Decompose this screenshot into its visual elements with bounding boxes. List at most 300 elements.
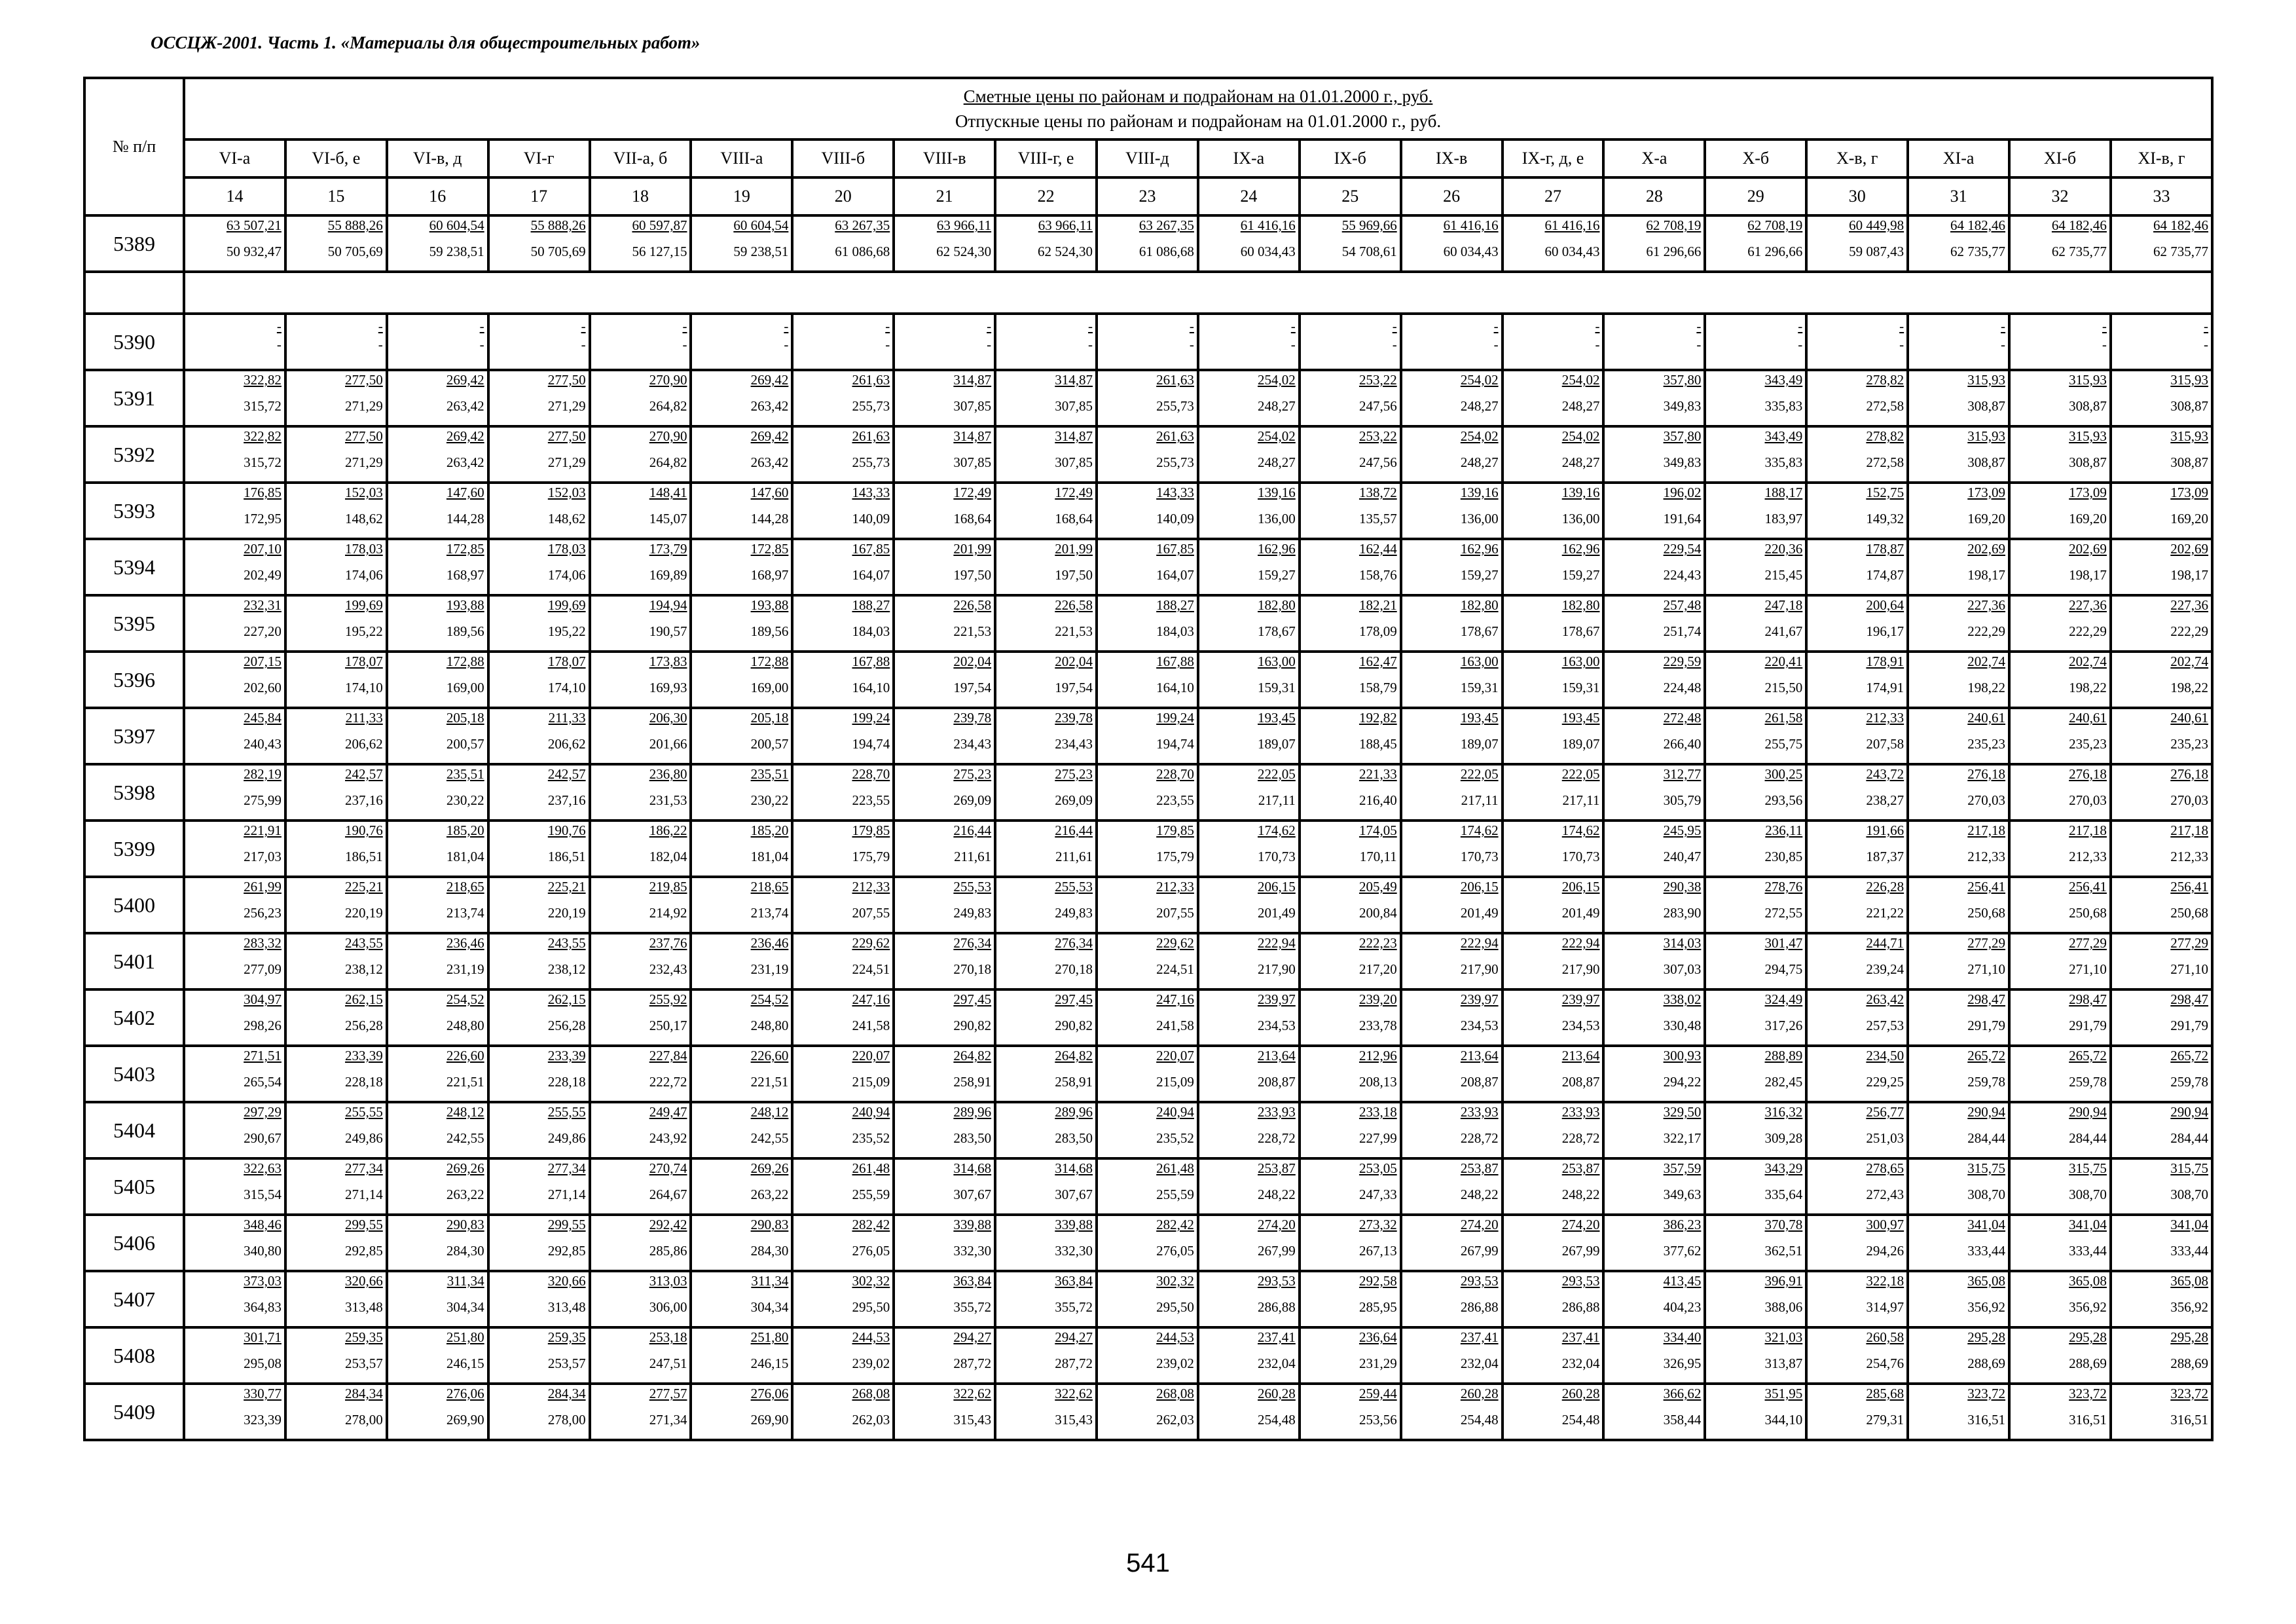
price-cell — [691, 652, 792, 708]
price-cell — [590, 821, 691, 877]
release-price: 220,19 — [547, 905, 586, 921]
price-cell — [1503, 708, 1604, 764]
price-cell — [387, 1102, 488, 1158]
district-header: VIII-а — [691, 139, 792, 177]
release-price: 169,89 — [649, 567, 687, 583]
price-cell — [1705, 708, 1806, 764]
release-price: 259,78 — [1967, 1074, 2006, 1090]
price-cell — [1198, 764, 1300, 821]
estimate-price: 261,99 — [244, 879, 282, 895]
estimate-price: 178,07 — [345, 654, 383, 669]
estimate-price: 222,05 — [1258, 766, 1296, 782]
price-cell — [792, 708, 894, 764]
release-price: 174,91 — [1866, 680, 1904, 695]
release-price: 263,22 — [750, 1187, 789, 1202]
estimate-price: 274,20 — [1460, 1217, 1499, 1232]
estimate-price: 315,93 — [1967, 372, 2006, 388]
estimate-price: 63 966,11 — [936, 217, 992, 233]
estimate-price: 172,49 — [953, 485, 992, 500]
release-price: 232,43 — [649, 961, 687, 977]
price-cell — [184, 877, 285, 933]
price-cell — [1300, 539, 1401, 595]
estimate-price: 174,62 — [1258, 822, 1296, 838]
price-cell — [792, 1271, 894, 1327]
price-cell — [184, 314, 285, 370]
release-price: 183,97 — [1764, 511, 1803, 526]
price-cell — [1401, 1215, 1503, 1271]
release-price: - — [1798, 337, 1803, 352]
price-cell — [590, 1158, 691, 1215]
price-cell — [1300, 764, 1401, 821]
estimate-price: 163,00 — [1258, 654, 1296, 669]
release-price: 254,76 — [1866, 1356, 1904, 1371]
release-price: 228,18 — [547, 1074, 586, 1090]
release-price: 294,22 — [1663, 1074, 1702, 1090]
estimate-price: 247,18 — [1764, 597, 1803, 613]
price-cell — [1198, 1327, 1300, 1384]
price-cell — [590, 708, 691, 764]
estimate-price: 357,80 — [1663, 428, 1702, 444]
release-price: 186,51 — [345, 849, 383, 864]
release-price: 256,28 — [345, 1018, 383, 1033]
release-price: 355,72 — [1055, 1299, 1093, 1315]
price-cell — [1908, 215, 2009, 272]
estimate-price: 283,32 — [244, 935, 282, 951]
price-cell — [894, 370, 995, 426]
release-price: 356,92 — [1967, 1299, 2006, 1315]
estimate-price: 314,68 — [953, 1160, 992, 1176]
price-cell — [1198, 1384, 1300, 1440]
price-cell — [2009, 1271, 2111, 1327]
price-cell — [1806, 821, 1908, 877]
price-cell — [1198, 539, 1300, 595]
release-price: 169,93 — [649, 680, 687, 695]
estimate-price: 300,93 — [1663, 1048, 1702, 1063]
price-cell — [1401, 652, 1503, 708]
release-price: 61 296,66 — [1646, 244, 1702, 259]
price-cell — [1705, 1327, 1806, 1384]
estimate-price: 348,46 — [244, 1217, 282, 1232]
release-price: 221,51 — [446, 1074, 484, 1090]
release-price: 169,20 — [2170, 511, 2209, 526]
release-price: 230,85 — [1764, 849, 1803, 864]
estimate-price: 182,80 — [1460, 597, 1499, 613]
release-price: 313,48 — [345, 1299, 383, 1315]
release-price: 246,15 — [446, 1356, 484, 1371]
price-cell — [1198, 821, 1300, 877]
release-price: 275,99 — [244, 792, 282, 808]
price-cell — [488, 1215, 590, 1271]
price-cell — [1401, 314, 1503, 370]
release-price: - — [1189, 337, 1194, 352]
release-price: 271,10 — [1967, 961, 2006, 977]
estimate-price: 243,72 — [1866, 766, 1904, 782]
release-price: 253,57 — [547, 1356, 586, 1371]
price-cell — [1401, 1046, 1503, 1102]
estimate-price: 62 708,19 — [1747, 217, 1803, 233]
price-cell — [792, 989, 894, 1046]
release-price: 201,49 — [1460, 905, 1499, 921]
release-price: 314,97 — [1866, 1299, 1904, 1315]
price-cell — [1503, 1327, 1604, 1384]
page-number: 541 — [1126, 1549, 1170, 1578]
release-price: 230,22 — [446, 792, 484, 808]
estimate-price: 243,55 — [345, 935, 383, 951]
price-cell — [1300, 1046, 1401, 1102]
price-cell — [184, 539, 285, 595]
release-price: 248,27 — [1561, 454, 1600, 470]
column-number: 21 — [894, 177, 995, 215]
running-head: ОССЦЖ-2001. Часть 1. «Материалы для общестроительных работ» — [151, 33, 701, 52]
release-price: 313,48 — [547, 1299, 586, 1315]
price-cell — [995, 933, 1097, 989]
estimate-price: 311,34 — [446, 1273, 484, 1289]
release-price: 159,31 — [1460, 680, 1499, 695]
price-cell — [1503, 1046, 1604, 1102]
estimate-price: 147,60 — [750, 485, 789, 500]
price-cell — [1300, 314, 1401, 370]
release-price: 234,43 — [1055, 736, 1093, 752]
estimate-price: 248,12 — [750, 1104, 789, 1120]
estimate-price: 245,84 — [244, 710, 282, 726]
price-cell — [590, 933, 691, 989]
price-cell — [1705, 595, 1806, 652]
release-price: 307,67 — [953, 1187, 992, 1202]
release-price: 159,27 — [1460, 567, 1499, 583]
estimate-price: 178,03 — [547, 541, 586, 557]
estimate-price: 179,85 — [852, 822, 890, 838]
release-price: 168,64 — [953, 511, 992, 526]
price-cell — [691, 215, 792, 272]
row-number: 5398 — [84, 764, 184, 821]
release-price: 234,43 — [953, 736, 992, 752]
release-price: 174,10 — [345, 680, 383, 695]
price-cell — [1705, 652, 1806, 708]
estimate-price: 254,52 — [750, 991, 789, 1007]
price-cell — [2009, 821, 2111, 877]
price-cell — [590, 877, 691, 933]
estimate-price: 294,27 — [1055, 1329, 1093, 1345]
release-price: 148,62 — [345, 511, 383, 526]
price-cell — [894, 1046, 995, 1102]
estimate-price: - — [1392, 318, 1397, 334]
estimate-price: 199,69 — [345, 597, 383, 613]
release-price: 270,03 — [1967, 792, 2006, 808]
estimate-price: 290,94 — [1967, 1104, 2006, 1120]
price-cell — [1401, 708, 1503, 764]
release-price: 50 705,69 — [327, 244, 383, 259]
price-cell — [184, 1384, 285, 1440]
price-cell — [590, 652, 691, 708]
release-price: 169,20 — [2069, 511, 2107, 526]
price-cell — [1603, 821, 1705, 877]
release-price: 291,79 — [2170, 1018, 2209, 1033]
estimate-price: 61 416,16 — [1544, 217, 1600, 233]
release-price: 270,18 — [1055, 961, 1093, 977]
release-price: 231,19 — [446, 961, 484, 977]
estimate-price: 282,42 — [1156, 1217, 1194, 1232]
estimate-price: 202,69 — [2069, 541, 2107, 557]
estimate-price: 191,66 — [1866, 822, 1904, 838]
estimate-price: 293,53 — [1258, 1273, 1296, 1289]
price-cell — [387, 370, 488, 426]
release-price: 263,42 — [446, 398, 484, 414]
estimate-price: 193,45 — [1561, 710, 1600, 726]
estimate-price: 314,68 — [1055, 1160, 1093, 1176]
district-header: IX-г, д, е — [1503, 139, 1604, 177]
estimate-price: 263,42 — [1866, 991, 1904, 1007]
price-cell — [1806, 1384, 1908, 1440]
release-price: 264,82 — [649, 454, 687, 470]
estimate-price: 262,15 — [345, 991, 383, 1007]
estimate-price: 289,96 — [953, 1104, 992, 1120]
price-cell — [1806, 370, 1908, 426]
estimate-price: - — [2102, 318, 2107, 334]
estimate-price: 237,41 — [1258, 1329, 1296, 1345]
estimate-price: 207,15 — [244, 654, 282, 669]
estimate-price: 256,41 — [2069, 879, 2107, 895]
release-price: 169,20 — [1967, 511, 2006, 526]
release-price: 234,53 — [1561, 1018, 1600, 1033]
price-cell — [488, 215, 590, 272]
release-price: 194,74 — [1156, 736, 1194, 752]
release-price: 259,78 — [2170, 1074, 2209, 1090]
release-price: 213,74 — [750, 905, 789, 921]
release-price: 223,55 — [852, 792, 890, 808]
estimate-price: 173,09 — [1967, 485, 2006, 500]
price-cell — [894, 989, 995, 1046]
price-cell — [1806, 483, 1908, 539]
release-price: 295,08 — [244, 1356, 282, 1371]
release-price: 307,85 — [953, 454, 992, 470]
release-price: 158,79 — [1358, 680, 1397, 695]
estimate-price: 61 416,16 — [1443, 217, 1499, 233]
price-cell — [1300, 1215, 1401, 1271]
price-cell — [1300, 708, 1401, 764]
estimate-price: 162,96 — [1258, 541, 1296, 557]
price-cell — [1300, 989, 1401, 1046]
spacer-row — [84, 272, 2212, 314]
estimate-price: 323,72 — [2069, 1386, 2107, 1401]
price-cell — [792, 539, 894, 595]
price-cell — [792, 821, 894, 877]
release-price: 190,57 — [649, 623, 687, 639]
price-cell — [1603, 314, 1705, 370]
estimate-price: 207,10 — [244, 541, 282, 557]
price-cell — [184, 652, 285, 708]
estimate-price: 321,03 — [1764, 1329, 1803, 1345]
estimate-price: - — [987, 318, 992, 334]
price-cell — [2111, 426, 2212, 483]
release-price: 228,72 — [1460, 1130, 1499, 1146]
release-price: 272,55 — [1764, 905, 1803, 921]
estimate-price: 277,57 — [649, 1386, 687, 1401]
estimate-price: 138,72 — [1358, 485, 1397, 500]
estimate-price: 256,41 — [1967, 879, 2006, 895]
release-price: 286,88 — [1460, 1299, 1499, 1315]
price-cell — [792, 1215, 894, 1271]
release-price: 298,26 — [244, 1018, 282, 1033]
price-cell — [792, 370, 894, 426]
release-price: 206,62 — [345, 736, 383, 752]
table-row — [84, 1327, 2212, 1384]
price-cell — [2111, 1102, 2212, 1158]
price-cell — [995, 764, 1097, 821]
estimate-price: 277,29 — [2069, 935, 2107, 951]
price-cell — [1503, 1215, 1604, 1271]
release-price: 191,64 — [1663, 511, 1702, 526]
estimate-price: 242,57 — [547, 766, 586, 782]
release-price: 159,27 — [1561, 567, 1600, 583]
release-price: 136,00 — [1561, 511, 1600, 526]
release-price: 198,22 — [2069, 680, 2107, 695]
price-cell — [1705, 1384, 1806, 1440]
estimate-price: 255,53 — [1055, 879, 1093, 895]
release-price: 295,50 — [1156, 1299, 1194, 1315]
estimate-price: 236,80 — [649, 766, 687, 782]
release-price: 230,22 — [750, 792, 789, 808]
release-price: 246,15 — [750, 1356, 789, 1371]
price-cell — [2111, 215, 2212, 272]
price-cell — [387, 1327, 488, 1384]
estimate-price: 363,84 — [953, 1273, 992, 1289]
estimate-price: 220,07 — [852, 1048, 890, 1063]
estimate-price: 351,95 — [1764, 1386, 1803, 1401]
release-price: 135,57 — [1358, 511, 1397, 526]
estimate-price: 205,18 — [750, 710, 789, 726]
table-row — [84, 1271, 2212, 1327]
release-price: 181,04 — [750, 849, 789, 864]
price-cell — [285, 314, 387, 370]
release-price: 256,23 — [244, 905, 282, 921]
estimate-price: 293,53 — [1460, 1273, 1499, 1289]
price-cell — [691, 821, 792, 877]
price-cell — [1908, 652, 2009, 708]
estimate-price: 172,49 — [1055, 485, 1093, 500]
estimate-price: 413,45 — [1663, 1273, 1702, 1289]
release-price: 308,70 — [2069, 1187, 2107, 1202]
release-price: 271,10 — [2170, 961, 2209, 977]
release-price: 196,17 — [1866, 623, 1904, 639]
estimate-price: 297,45 — [1055, 991, 1093, 1007]
estimate-price: 201,99 — [1055, 541, 1093, 557]
price-cell — [1908, 1158, 2009, 1215]
release-price: 249,83 — [953, 905, 992, 921]
estimate-price: - — [1899, 318, 1904, 334]
price-cell — [285, 426, 387, 483]
price-cell — [1908, 314, 2009, 370]
estimate-price: 192,82 — [1358, 710, 1397, 726]
price-cell — [1300, 1102, 1401, 1158]
price-cell — [1705, 1046, 1806, 1102]
estimate-price: 60 449,98 — [1849, 217, 1904, 233]
release-price: 217,11 — [1562, 792, 1600, 808]
price-cell — [1603, 483, 1705, 539]
price-cell — [691, 595, 792, 652]
release-price: 228,72 — [1258, 1130, 1296, 1146]
price-cell — [1806, 652, 1908, 708]
estimate-price: 314,03 — [1663, 935, 1702, 951]
release-price: 278,00 — [345, 1412, 383, 1428]
estimate-price: 276,18 — [2170, 766, 2209, 782]
estimate-price: 213,64 — [1460, 1048, 1499, 1063]
estimate-price: - — [1088, 318, 1093, 334]
price-cell — [1097, 933, 1198, 989]
district-header: VII-а, б — [590, 139, 691, 177]
estimate-price: 239,78 — [953, 710, 992, 726]
district-header: X-в, г — [1806, 139, 1908, 177]
column-number: 31 — [1908, 177, 2009, 215]
release-price: 349,83 — [1663, 398, 1702, 414]
estimate-price: 343,29 — [1764, 1160, 1803, 1176]
release-price: 269,90 — [750, 1412, 789, 1428]
estimate-price: 251,80 — [750, 1329, 789, 1345]
release-price: - — [784, 337, 789, 352]
estimate-price: 254,52 — [446, 991, 484, 1007]
estimate-price: 143,33 — [1156, 485, 1194, 500]
row-number: 5404 — [84, 1102, 184, 1158]
price-cell — [1806, 989, 1908, 1046]
district-header: VI-г — [488, 139, 590, 177]
release-price: 330,48 — [1663, 1018, 1702, 1033]
release-price: 200,84 — [1358, 905, 1397, 921]
price-cell — [1908, 933, 2009, 989]
price-cell — [995, 989, 1097, 1046]
release-price: 215,09 — [852, 1074, 890, 1090]
release-price: 250,68 — [1967, 905, 2006, 921]
release-price: 304,34 — [446, 1299, 484, 1315]
estimate-price: 188,27 — [852, 597, 890, 613]
release-price: 255,59 — [852, 1187, 890, 1202]
price-cell — [184, 1271, 285, 1327]
release-price: 214,92 — [649, 905, 687, 921]
price-cell — [792, 933, 894, 989]
release-price: 272,58 — [1866, 398, 1904, 414]
price-cell — [184, 595, 285, 652]
estimate-price: 240,94 — [1156, 1104, 1194, 1120]
estimate-price: 227,36 — [2069, 597, 2107, 613]
release-price: 333,44 — [1967, 1243, 2006, 1259]
release-price: 335,64 — [1764, 1187, 1803, 1202]
price-cell — [590, 370, 691, 426]
price-cell — [1097, 708, 1198, 764]
release-price: 249,83 — [1055, 905, 1093, 921]
price-cell — [1806, 877, 1908, 933]
release-price: 174,10 — [547, 680, 586, 695]
estimate-price: 222,05 — [1460, 766, 1499, 782]
price-cell — [2111, 989, 2212, 1046]
release-price: 62 735,77 — [2051, 244, 2107, 259]
estimate-price: 176,85 — [244, 485, 282, 500]
price-cell — [1603, 1271, 1705, 1327]
estimate-price: 55 888,26 — [327, 217, 383, 233]
estimate-price: 357,59 — [1663, 1160, 1702, 1176]
price-cell — [1300, 426, 1401, 483]
estimate-price: 173,09 — [2069, 485, 2107, 500]
price-cell — [1603, 877, 1705, 933]
release-price: 169,00 — [750, 680, 789, 695]
release-price: 404,23 — [1663, 1299, 1702, 1315]
estimate-price: 288,89 — [1764, 1048, 1803, 1063]
release-price: 264,82 — [649, 398, 687, 414]
estimate-price: 216,44 — [1055, 822, 1093, 838]
release-price: 257,53 — [1866, 1018, 1904, 1033]
estimate-price: 234,50 — [1866, 1048, 1904, 1063]
price-cell — [792, 215, 894, 272]
estimate-price: 259,35 — [547, 1329, 586, 1345]
price-cell — [285, 821, 387, 877]
estimate-price: 205,18 — [446, 710, 484, 726]
